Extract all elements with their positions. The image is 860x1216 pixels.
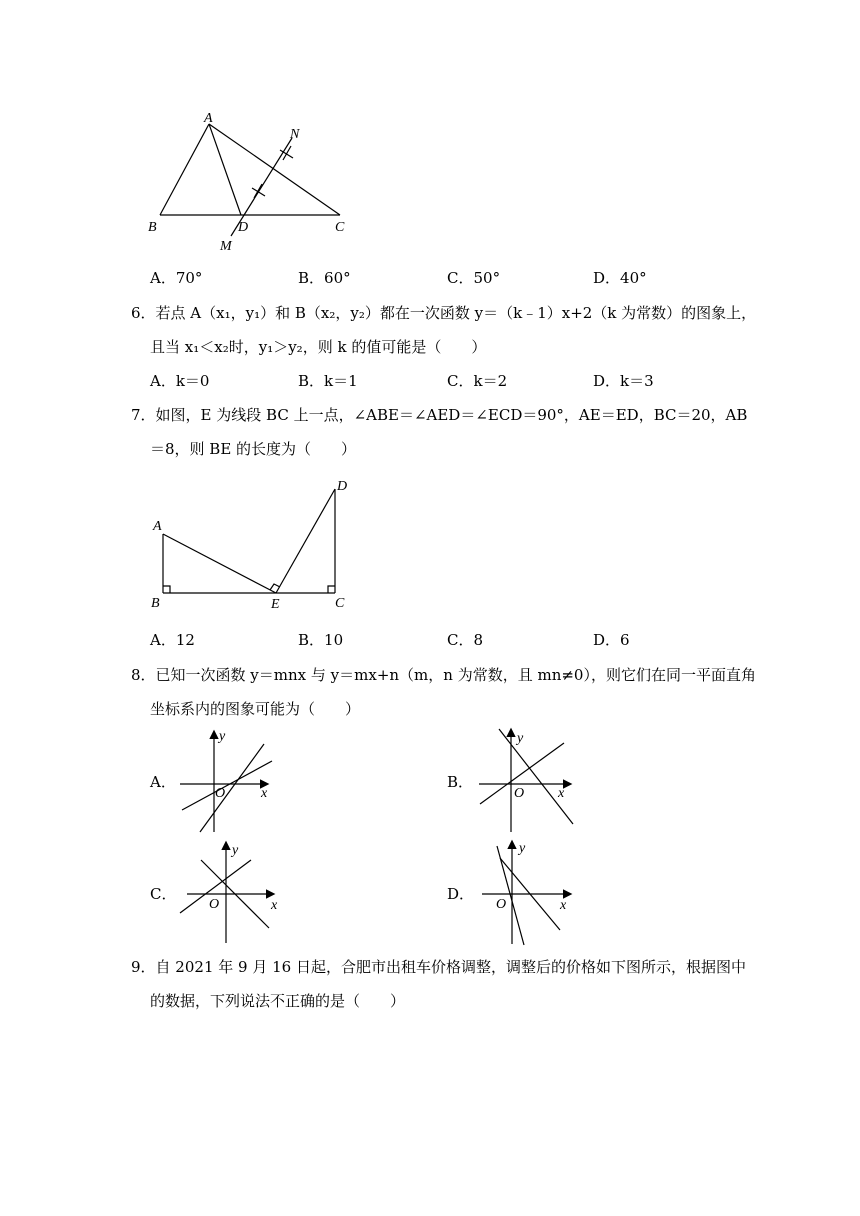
q8-a-x-label: x	[261, 786, 268, 801]
q8-c-origin-label: O	[209, 897, 220, 912]
q7-segment-ae	[163, 534, 276, 593]
q6-option-a[interactable]: A．k＝0	[150, 372, 210, 390]
q6-question-line-2: 且当 x₁＜x₂时，y₁＞y₂，则 k 的值可能是（ ）	[150, 338, 487, 356]
q6-option-d[interactable]: D．k＝3	[593, 372, 654, 390]
q8-choice-b-label[interactable]: B．	[447, 773, 474, 791]
q6-option-b[interactable]: B．k＝1	[298, 372, 358, 390]
q9-question-line-1: 9．自 2021 年 9 月 16 日起，合肥市出租车价格调整，调整后的价格如下图所示，根据图中	[131, 958, 746, 976]
q7-option-a[interactable]: A．12	[150, 631, 195, 649]
q7-right-angle-c	[328, 586, 335, 593]
q8-b-y-label: y	[517, 731, 524, 746]
q8-d-origin-label: O	[496, 897, 507, 912]
q8-a-origin-label: O	[215, 786, 226, 801]
q7-question-line-1: 7．如图，E 为线段 BC 上一点，∠ABE＝∠AED＝∠ECD＝90°，AE＝ED，BC＝20，AB	[131, 406, 748, 424]
q6-question-line-1: 6．若点 A（x₁，y₁）和 B（x₂，y₂）都在一次函数 y＝（k﹣1）x+2（k 为常数）的图象上，	[131, 304, 757, 322]
q7-segment-ed	[276, 489, 335, 593]
q7-option-d[interactable]: D．6	[593, 631, 630, 649]
q8-choice-a-graph[interactable]	[175, 728, 285, 836]
q5-label-n: N	[290, 127, 300, 142]
q6-option-c[interactable]: C．k＝2	[447, 372, 508, 390]
q5-label-b: B	[148, 220, 157, 235]
q8-question-line-2: 坐标系内的图象可能为（ ）	[150, 700, 361, 718]
q5-label-c: C	[335, 220, 345, 235]
q8-choice-c-label[interactable]: C．	[150, 885, 177, 903]
q8-b-origin-label: O	[514, 786, 525, 801]
q7-label-a: A	[153, 519, 162, 534]
q7-label-c: C	[335, 596, 345, 611]
q8-b-x-label: x	[558, 786, 565, 801]
q5-label-a: A	[204, 111, 213, 126]
q5-option-c[interactable]: C．50°	[447, 269, 501, 287]
q8-c-y-label: y	[232, 843, 239, 858]
q8-d-line-1	[497, 846, 524, 945]
q8-choice-c-graph[interactable]	[175, 838, 285, 946]
q7-option-b[interactable]: B．10	[298, 631, 344, 649]
q5-segment-ad	[209, 124, 241, 215]
q5-segment-ab	[160, 124, 209, 215]
q8-a-line-1	[200, 744, 264, 832]
q8-a-line-2	[182, 761, 272, 810]
q8-choice-d-graph[interactable]	[474, 838, 584, 946]
q5-option-d[interactable]: D．40°	[593, 269, 647, 287]
q8-choice-a-label[interactable]: A．	[150, 773, 176, 791]
q9-question-line-2: 的数据，下列说法不正确的是（ ）	[150, 992, 406, 1010]
q8-b-line-1	[499, 729, 573, 824]
q7-right-angle-b	[163, 586, 170, 593]
q7-label-e: E	[271, 597, 280, 612]
q5-option-a[interactable]: A．70°	[150, 269, 203, 287]
q8-a-y-label: y	[219, 729, 226, 744]
q8-d-y-label: y	[519, 841, 526, 856]
q8-question-line-1: 8．已知一次函数 y＝mnx 与 y＝mx+n（m，n 为常数，且 mn≠0），则它们在同一平面直角	[131, 666, 756, 684]
q5-label-d: D	[238, 220, 249, 235]
q7-label-b: B	[151, 596, 160, 611]
q8-d-x-label: x	[560, 898, 567, 913]
q5-option-b[interactable]: B．60°	[298, 269, 351, 287]
q7-label-d: D	[337, 479, 348, 494]
q8-choice-b-graph[interactable]	[474, 726, 584, 834]
q5-triangle-figure	[140, 108, 370, 258]
q8-choice-d-label[interactable]: D．	[447, 885, 475, 903]
q7-question-line-2: ＝8，则 BE 的长度为（ ）	[150, 440, 357, 458]
q7-right-angle-figure	[145, 475, 365, 615]
q8-c-x-label: x	[271, 898, 278, 913]
q5-label-m: M	[220, 239, 232, 254]
q7-option-c[interactable]: C．8	[447, 631, 484, 649]
q5-segment-ac	[209, 124, 340, 215]
